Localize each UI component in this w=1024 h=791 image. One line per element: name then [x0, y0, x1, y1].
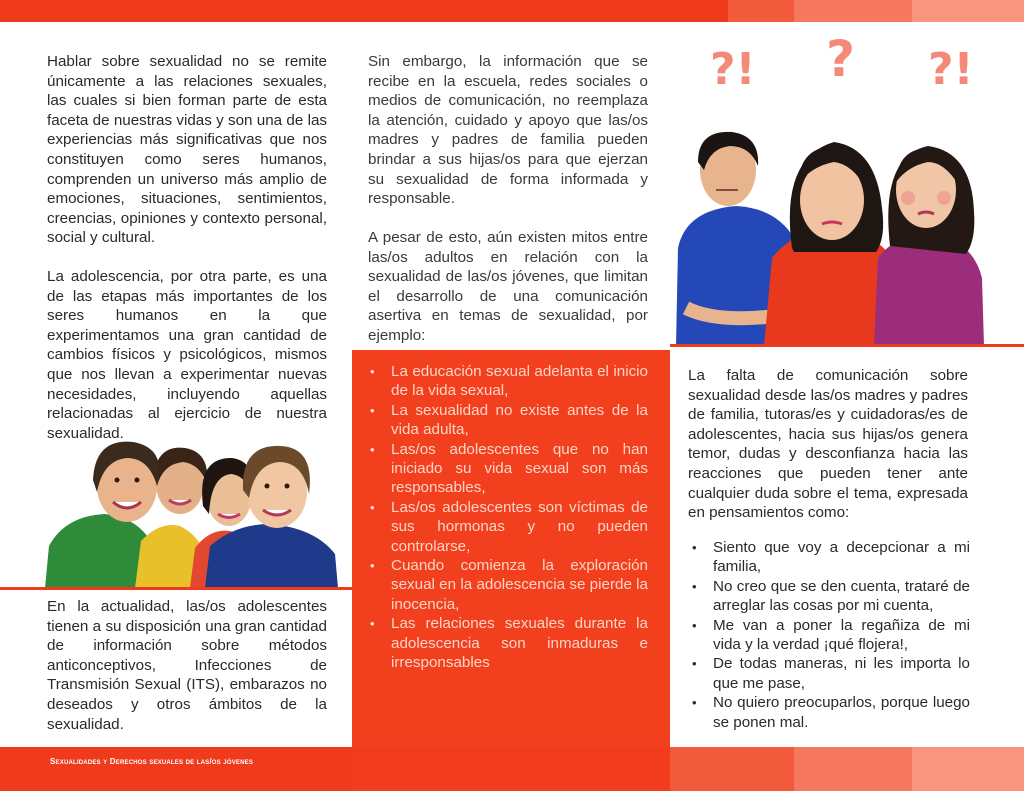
top-band-segment-light: [912, 0, 1024, 22]
myth-item: • Cuando comienza la exploración sexual en la adolescencia se pierde la inocencia,: [370, 556, 648, 614]
myth-item: • Las/os adolescentes que no han iniciado su vida sexual son más responsables,: [370, 440, 648, 498]
left-divider: [0, 587, 352, 590]
thoughts-list: [690, 538, 970, 732]
top-band-segment-dark: [0, 0, 728, 22]
myths-list: [370, 362, 648, 673]
bottom-band-segment-3: [670, 747, 794, 791]
bottom-band-segment-2: [352, 747, 670, 791]
question-mark-left: ?!: [710, 44, 756, 95]
myth-item: • Las relaciones sexuales durante la adolescencia son inmaduras e irresponsables: [370, 614, 648, 672]
center-paragraph-1: Sin embargo, la información que se recibe en la escuela, redes sociales o medios de comunicación, no reemplaza la atención, cuidado y apoyo que las/os madres y padres de familia pueden brindar a sus hijas/os para que ejerzan su sexualidad de forma informada y responsable.: [368, 53, 648, 208]
thought-item: • Siento que voy a decepcionar a mi familia,: [690, 538, 970, 577]
bottom-band-segment-4: [794, 747, 912, 791]
left-paragraph-3: En la actualidad, las/os adolescentes tienen a su disposición una gran cantidad de información sobre métodos anticonceptivos, Infecciones de Transmisión Sexual (ITS), embarazos no deseados y otros ámbitos de la sexualidad.: [47, 598, 327, 733]
left-paragraph-2: La adolescencia, por otra parte, es una de las etapas más importantes de los seres humanos en la que experimentamos una gran cantidad de cambios físicos y psicológicos, mismos que nos llevan a experimentar nuevas necesidades, incluyendo aquellas relacionadas al ejercicio de nuestra sexualidad.: [47, 268, 327, 442]
left-paragraph-1: Hablar sobre sexualidad no se remite únicamente a las relaciones sexuales, las cuales si bien forman parte de esta faceta de nuestras vidas y son una de las experiencias más significativas que nos constituyen como seres humanos, comprenden un universo más amplio de emociones, situaciones, sentimientos, creencias, opiniones y contexto personal, social y cultural.: [47, 53, 327, 247]
center-paragraph-2: A pesar de esto, aún existen mitos entre las/os adultos en relación con la sexualidad de las/os jóvenes, que limitan el desarrollo de una comunicación asertiva en temas de sexualidad, por ejemplo:: [368, 229, 648, 344]
right-divider: [670, 344, 1024, 347]
question-mark-right: ?!: [928, 44, 974, 95]
right-paragraph-1: La falta de comunicación sobre sexualidad desde las/os madres y padres de familia, tutoras/es y cuidadoras/es de adolescentes, hacia sus hijas/os genera temor, dudas y desconfianza hacia las reacciones que pueden tener ante cualquier duda sobre el tema, expresada en pensamientos como:: [688, 367, 968, 522]
myth-item: • Las/os adolescentes son víctimas de sus hormonas y no pueden controlarse,: [370, 498, 648, 556]
thought-item: • No creo que se den cuenta, trataré de arreglar las cosas por mi cuenta,: [690, 577, 970, 616]
worried-family-illustration: [676, 128, 986, 346]
teens-group-illustration: [45, 436, 338, 588]
thought-item: • Me van a poner la regañiza de mi vida y la verdad ¡qué flojera!,: [690, 616, 970, 655]
top-color-band: [0, 0, 1024, 22]
footer-title: Sexualidades y Derechos sexuales de las/os jóvenes: [50, 757, 254, 766]
bottom-band-segment-5: [912, 747, 1024, 791]
thought-item: • De todas maneras, ni les importa lo que me pase,: [690, 654, 970, 693]
myth-item: • La educación sexual adelanta el inicio de la vida sexual,: [370, 362, 648, 401]
myth-item: • La sexualidad no existe antes de la vida adulta,: [370, 401, 648, 440]
question-mark-center: ?: [826, 30, 856, 88]
thought-item: • No quiero preocuparlos, porque luego se ponen mal.: [690, 693, 970, 732]
bottom-color-band: [0, 747, 1024, 791]
top-band-segment-mid2: [794, 0, 912, 22]
bottom-band-segment-1: [0, 747, 352, 791]
top-band-segment-mid: [728, 0, 794, 22]
